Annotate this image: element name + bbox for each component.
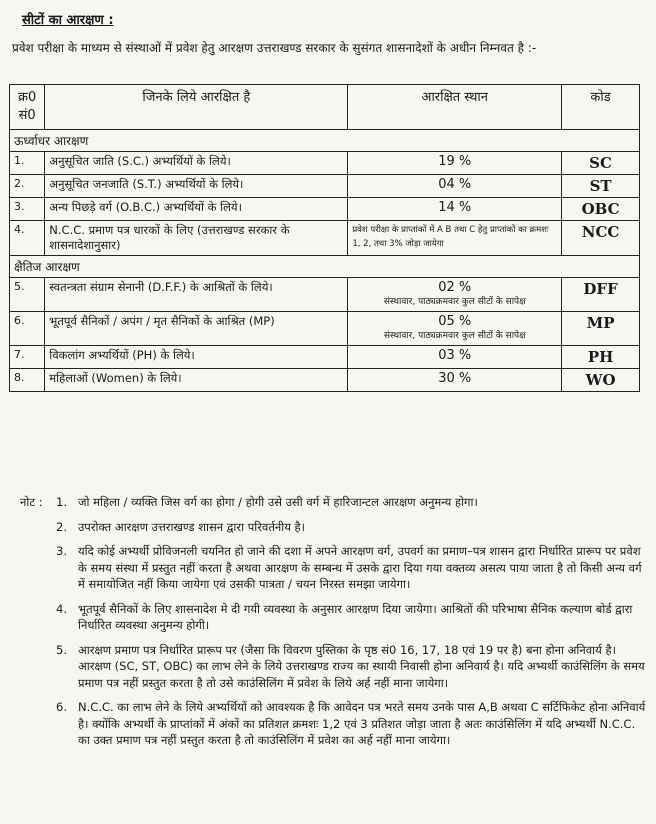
table-row bbox=[10, 175, 640, 198]
row-reserved-cell bbox=[348, 369, 562, 392]
note-text: उपरोक्त आरक्षण उत्तराखण्ड शासन द्वारा परिवर्तनीय है। bbox=[78, 519, 306, 534]
reserved-percent: 30 % bbox=[438, 371, 472, 386]
page-title: सीटों का आरक्षण : bbox=[22, 13, 114, 28]
note-number: 1. bbox=[56, 495, 67, 509]
note-text: जो महिला / व्यक्ति जिस वर्ग का होगा / होगी उसे उसी वर्ग में हारिजान्टल आरक्षण अनुमन्य होगा। bbox=[78, 495, 478, 509]
reserved-percent: 02 % bbox=[438, 280, 472, 295]
note-indent bbox=[20, 699, 56, 749]
row-description: विकलांग अभ्यर्थियों (PH) के लिये। bbox=[45, 346, 348, 369]
note-indent bbox=[20, 543, 56, 593]
row-code: NCC bbox=[562, 221, 640, 256]
row-description: स्वतन्त्रता संग्राम सेनानी (D.F.F.) के आश्रितों के लिये। bbox=[45, 278, 348, 312]
table-row bbox=[10, 312, 640, 346]
row-code: PH bbox=[562, 346, 640, 369]
reserved-percent: 04 % bbox=[438, 177, 472, 192]
row-description: अनुसूचित जनजाति (S.T.) अभ्यर्थियों के लिये। bbox=[45, 175, 348, 198]
row-serial: 2. bbox=[10, 175, 45, 198]
table-row bbox=[10, 198, 640, 221]
reserved-percent: 14 % bbox=[438, 200, 472, 215]
row-serial: 7. bbox=[10, 346, 45, 369]
table-header-row bbox=[10, 85, 640, 130]
note-text: N.C.C. का लाभ लेने के लिये अभ्यर्थियों को आवश्यक है कि आवेदन पत्र भरते समय उनके पास A,B अथवा C सर्टिफिकेट होना अनिवार्य है। क्योंकि अभ्यर्थी के प्राप्तांकों में अंकों का प्रतिशत क्रमशः 1,2 एवं 3 प्रतिशत जोड़ा जाता है अतः काउंसिलिंग में यदि अभ्यर्थी N.C.C. का उक्त प्रमाण पत्र नहीं प्रस्तुत करता है तो काउंसिलिंग में प्रवेश का अर्ह नहीं माना जायेगा। bbox=[78, 700, 646, 747]
header-reserved-for: जिनके लिये आरक्षित है bbox=[45, 85, 348, 130]
section-row bbox=[10, 130, 640, 152]
row-code: MP bbox=[562, 312, 640, 346]
note-item bbox=[20, 601, 646, 634]
note-item bbox=[20, 642, 646, 692]
table-row bbox=[10, 278, 640, 312]
row-description: महिलाओं (Women) के लिये। bbox=[45, 369, 348, 392]
note-text: आरक्षण प्रमाण पत्र निर्धारित प्रारूप पर (जैसा कि विवरण पुस्तिका के पृष्ठ सं0 16, 17, 18 एवं 19 पर है) बना होना अनिवार्य है। आरक्षण (SC, ST, OBC) का लाभ लेने के लिये उत्तराखण्ड राज्य का स्थायी निवासी होना अनिवार्य है। यदि अभ्यर्थी काउंसिलिंग के समय प्रमाण पत्र नहीं प्रस्तुत करता है तो उसे काउंसिलिंग में प्रवेश के लिये अर्ह नहीं माना जायेगा। bbox=[78, 642, 645, 690]
note-text: यदि कोई अभ्यर्थी प्रोविजनली चयनित हो जाने की दशा में अपने आरक्षण वर्ग, उपवर्ग का प्रमाण–पत्र शासन द्वारा निर्धारित प्रारूप पर प्रवेश के समय संस्था में प्रस्तुत नहीं करता है अथवा आरक्षण के सम्बन्ध में उसके द्वारा दिया गया वक्तव्य असत्य पाया जाता है तो किसी अन्य वर्ग में समायोजित नहीं किया जायेगा एवं उसकी पात्रता / चयन निरस्त समझा जायेगा। bbox=[78, 544, 642, 591]
row-code: DFF bbox=[562, 278, 640, 312]
note-indent bbox=[20, 642, 56, 692]
row-code: SC bbox=[562, 152, 640, 175]
note-number: 3. bbox=[56, 544, 67, 558]
row-description: भूतपूर्व सैनिकों / अपंग / मृत सैनिकों के आश्रित (MP) bbox=[45, 312, 348, 346]
row-serial: 5. bbox=[10, 278, 45, 312]
note-number: 4. bbox=[56, 601, 67, 616]
row-description: अनुसूचित जाति (S.C.) अभ्यर्थियों के लिये। bbox=[45, 152, 348, 175]
row-serial: 1. bbox=[10, 152, 45, 175]
table-row bbox=[10, 152, 640, 175]
reserved-note: प्रवेश परीक्षा के प्राप्तांकों में A B तथा C हेतु प्राप्तांकों का क्रमशः 1, 2, तथा 3% जोड़ा जायेगा bbox=[352, 225, 549, 249]
note-indent bbox=[20, 601, 56, 634]
row-reserved-cell bbox=[348, 152, 562, 175]
notes-section bbox=[20, 494, 646, 757]
table-row bbox=[10, 221, 640, 256]
reserved-percent: 19 % bbox=[438, 154, 472, 169]
row-code: WO bbox=[562, 369, 640, 392]
table-row bbox=[10, 369, 640, 392]
notes-label: नोट : bbox=[20, 495, 43, 509]
row-reserved-cell bbox=[348, 221, 562, 256]
header-reserved-seats: आरक्षित स्थान bbox=[348, 85, 562, 130]
row-serial: 3. bbox=[10, 198, 45, 221]
reservation-table bbox=[9, 84, 640, 392]
intro-paragraph: प्रवेश परीक्षा के माध्यम से संस्थाओं में प्रवेश हेतु आरक्षण उत्तराखण्ड सरकार के सुसंगत शासनादेशों के अधीन निम्नवत है :- bbox=[12, 41, 537, 55]
row-serial: 4. bbox=[10, 221, 45, 256]
section-title: ऊर्ध्वाधर आरक्षण bbox=[10, 130, 640, 152]
section-title: क्षैतिज आरक्षण bbox=[10, 256, 640, 278]
row-code: OBC bbox=[562, 198, 640, 221]
row-reserved-cell bbox=[348, 346, 562, 369]
row-reserved-cell bbox=[348, 312, 562, 346]
header-code: कोड bbox=[562, 85, 640, 130]
note-indent bbox=[20, 519, 56, 536]
row-code: ST bbox=[562, 175, 640, 198]
header-serial: क्र0 सं0 bbox=[10, 85, 45, 130]
reserved-percent: 05 % bbox=[438, 314, 472, 329]
note-number: 5. bbox=[56, 642, 67, 657]
note-number: 2. bbox=[56, 519, 67, 534]
note-text: भूतपूर्व सैनिकों के लिए शासनादेश मे दी गयी व्यवस्था के अनुसार आरक्षण दिया जायेगा। आश्रितों की परिभाषा सैनिक कल्याण बोर्ड द्वारा निर्धारित व्यवस्था अनुमन्य होगी। bbox=[78, 601, 633, 632]
reserved-percent: 03 % bbox=[438, 348, 472, 363]
row-reserved-cell bbox=[348, 278, 562, 312]
row-reserved-cell bbox=[348, 198, 562, 221]
note-item bbox=[20, 494, 646, 511]
row-description: N.C.C. प्रमाण पत्र धारकों के लिए (उत्तराखण्ड सरकार के शासनादेशानुसार) bbox=[45, 221, 348, 256]
note-number: 6. bbox=[56, 700, 67, 714]
row-reserved-cell bbox=[348, 175, 562, 198]
note-item bbox=[20, 519, 646, 536]
table-row bbox=[10, 346, 640, 369]
row-serial: 6. bbox=[10, 312, 45, 346]
reserved-note: संस्थावार, पाठ्यक्रमवार कुल सीटों के सापेक्ष bbox=[383, 331, 526, 341]
row-serial: 8. bbox=[10, 369, 45, 392]
row-description: अन्य पिछड़े वर्ग (O.B.C.) अभ्यर्थियों के लिये। bbox=[45, 198, 348, 221]
section-row bbox=[10, 256, 640, 278]
note-item bbox=[20, 543, 646, 593]
reserved-note: संस्थावार, पाठ्यक्रमवार कुल सीटों के सापेक्ष bbox=[383, 297, 526, 307]
note-item bbox=[20, 699, 646, 749]
